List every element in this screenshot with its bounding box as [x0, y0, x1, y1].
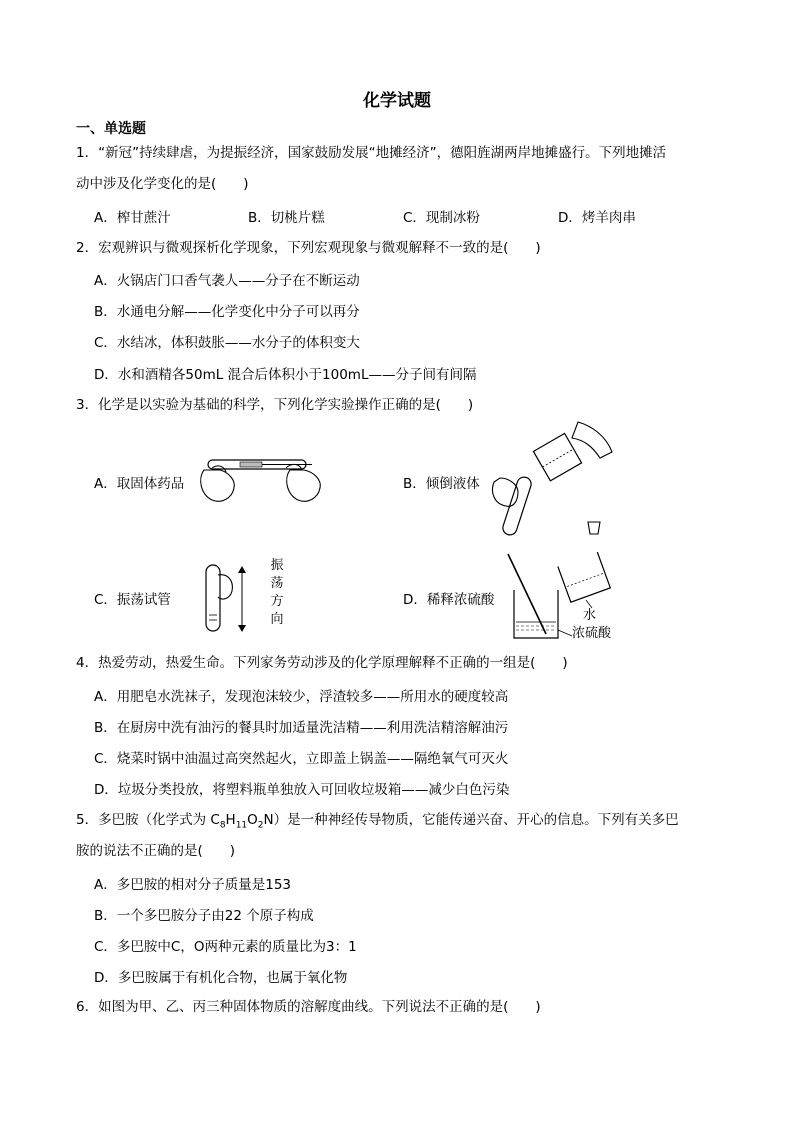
q1-option-c: C．现制冰粉 [403, 210, 480, 226]
q2-option-b: B．水通电分解——化学变化中分子可以再分 [94, 304, 360, 320]
question-3-stem: 3．化学是以实验为基础的科学，下列化学实验操作正确的是( ) [76, 397, 474, 413]
q3-option-a: A．取固体药品 [94, 476, 185, 492]
q5-text-b: H [225, 812, 236, 828]
q3-option-d: D．稀释浓硫酸 [403, 592, 495, 608]
question-5-line1 [76, 810, 679, 836]
q5-option-c: C．多巴胺中C，O两种元素的质量比为3：1 [94, 939, 357, 955]
question-5-line2: 胺的说法不正确的是( ) [76, 843, 236, 859]
q5-sub-o: 2 [257, 820, 264, 831]
figure-shake-tube [198, 563, 252, 635]
figure-take-solid [194, 448, 324, 510]
question-1-line2: 动中涉及化学变化的是( ) [76, 176, 249, 192]
q1-option-a: A．榨甘蔗汁 [94, 210, 171, 226]
q2-option-d: D．水和酒精各50mL 混合后体积小于100mL——分子间有间隔 [94, 367, 477, 383]
q5-option-b: B．一个多巴胺分子由22 个原子构成 [94, 908, 314, 924]
q5-text-a: 5．多巴胺（化学式为 C [76, 812, 220, 828]
q4-option-b: B．在厨房中洗有油污的餐具时加适量洗洁精——利用洗洁精溶解油污 [94, 720, 509, 736]
q3-option-b: B．倾倒液体 [403, 476, 480, 492]
page-title: 化学试题 [363, 91, 431, 111]
q2-option-c: C．水结冰，体积鼓胀——水分子的体积变大 [94, 335, 360, 351]
question-2-stem: 2．宏观辨识与微观探析化学现象，下列宏观现象与微观解释不一致的是( ) [76, 240, 541, 256]
q1-option-d: D．烤羊肉串 [558, 210, 636, 226]
acid-label: 浓硫酸 [572, 626, 612, 641]
shake-direction-label-2: 荡 [270, 576, 284, 591]
q5-option-a: A．多巴胺的相对分子质量是153 [94, 877, 292, 893]
question-1-line1: 1．“新冠”持续肆虐，为提振经济，国家鼓励发展“地摊经济”，德阳旌湖两岸地摊盛行。下列地摊活 [76, 145, 667, 161]
q5-text-d: N）是一种神经传导物质，它能传递兴奋、开心的信息。下列有关多巴 [263, 812, 679, 828]
water-label: 水 [583, 608, 597, 623]
q4-option-c: C．烧菜时锅中油温过高突然起火，立即盖上锅盖——隔绝氧气可灭火 [94, 751, 509, 767]
shake-direction-label-1: 振 [270, 558, 284, 573]
q2-option-a: A．火锅店门口香气袭人——分子在不断运动 [94, 273, 360, 289]
q5-option-d: D．多巴胺属于有机化合物，也属于氧化物 [94, 970, 348, 986]
q3-option-c: C．振荡试管 [94, 592, 171, 608]
q1-option-b: B．切桃片糕 [248, 210, 325, 226]
q5-sub-c: 8 [219, 820, 226, 831]
question-6-stem: 6．如图为甲、乙、丙三种固体物质的溶解度曲线。下列说法不正确的是( ) [76, 999, 541, 1015]
question-4-stem: 4．热爱劳动，热爱生命。下列家务劳动涉及的化学原理解释不正确的一组是( ) [76, 655, 568, 671]
shake-direction-label-3: 方 [270, 594, 284, 609]
q4-option-a: A．用肥皂水洗袜子，发现泡沫较少，浮渣较多——所用水的硬度较高 [94, 689, 509, 705]
figure-pour-liquid [488, 418, 620, 544]
section-heading: 一、单选题 [76, 121, 146, 137]
q4-option-d: D．垃圾分类投放，将塑料瓶单独放入可回收垃圾箱——减少白色污染 [94, 782, 510, 798]
q5-text-c: O [247, 812, 258, 828]
shake-direction-label-4: 向 [270, 612, 284, 627]
q5-sub-h: 11 [235, 820, 248, 831]
